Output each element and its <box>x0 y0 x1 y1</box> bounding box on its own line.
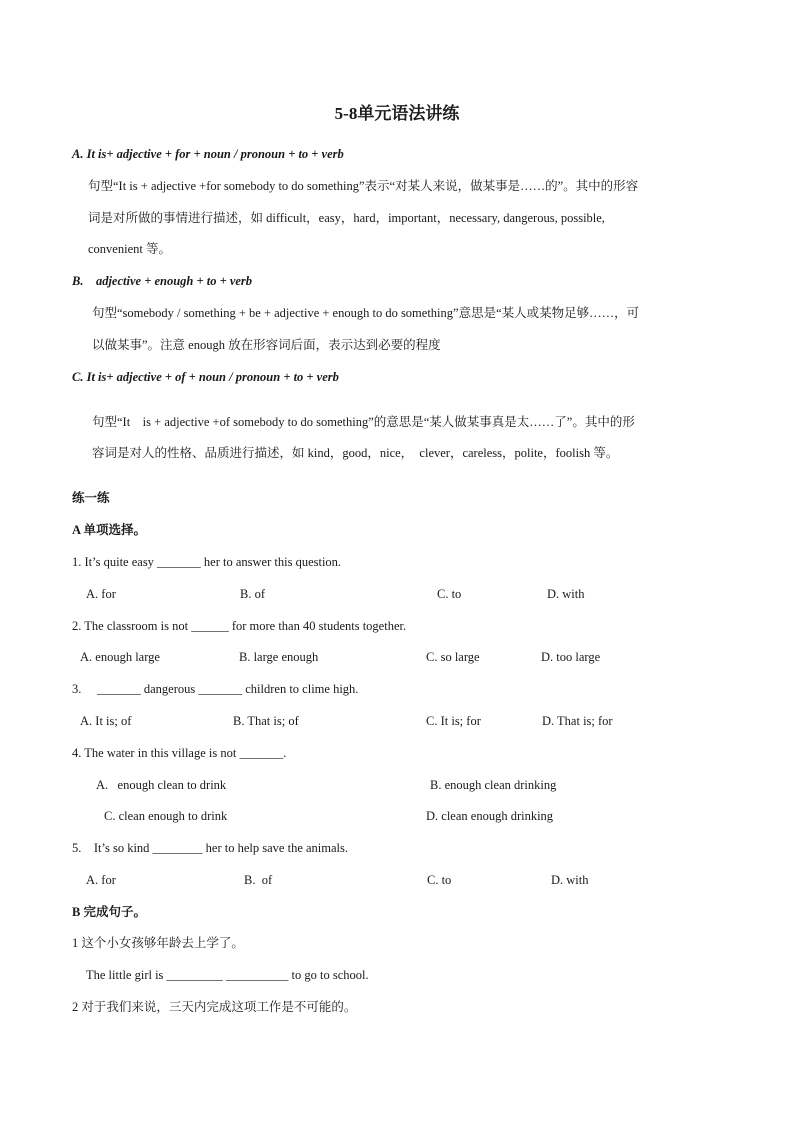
question-2-option-c: C. so large <box>426 650 480 664</box>
question-1-option-d: D. with <box>547 587 585 601</box>
section-c-line-2: 容词是对人的性格、品质进行描述，如 kind，good，nice， clever，careless，polite，foolish 等。 <box>92 446 619 460</box>
question-4-stem: 4. The water in this village is not _______. <box>72 746 287 760</box>
section-a-line-3: convenient 等。 <box>88 242 171 256</box>
section-a-line-1: 句型“It is + adjective +for somebody to do something”表示“对某人来说，做某事是……的”。其中的形容 <box>88 179 639 193</box>
question-1-option-b: B. of <box>240 587 265 601</box>
question-3-stem: 3. _______ dangerous _______ children to clime high. <box>72 682 359 696</box>
question-3-option-d: D. That is; for <box>542 714 613 728</box>
question-4-option-b: B. enough clean drinking <box>430 778 557 792</box>
sentence-1-english: The little girl is _________ __________ to go to school. <box>86 968 369 982</box>
question-4-option-a: A. enough clean to drink <box>96 778 227 792</box>
section-c-line-1: 句型“It is + adjective +of somebody to do something”的意思是“某人做某事真是太……了”。其中的形 <box>92 415 635 429</box>
question-5-option-b: B. of <box>244 873 273 887</box>
question-1-stem: 1. It’s quite easy _______ her to answer this question. <box>72 555 342 569</box>
question-2-option-b: B. large enough <box>239 650 319 664</box>
question-3-option-a: A. It is; of <box>80 714 132 728</box>
question-5-option-a: A. for <box>86 873 116 887</box>
part-b-heading: B 完成句子。 <box>72 905 146 919</box>
practice-heading: 练一练 <box>72 491 110 505</box>
question-2-stem: 2. The classroom is not ______ for more than 40 students together. <box>72 619 407 633</box>
section-a-line-2: 词是对所做的事情进行描述，如 difficult，easy，hard，important，necessary, dangerous, possible, <box>88 211 605 225</box>
section-b-heading: B. adjective + enough + to + verb <box>72 274 253 288</box>
question-2-option-d: D. too large <box>541 650 601 664</box>
question-1-option-c: C. to <box>437 587 462 601</box>
sentence-1-chinese: 1 这个小女孩够年龄去上学了。 <box>72 936 244 950</box>
question-2-option-a: A. enough large <box>80 650 160 664</box>
question-5-option-d: D. with <box>551 873 589 887</box>
part-a-heading: A 单项选择。 <box>72 523 146 537</box>
section-a-heading: A. It is+ adjective + for + noun / pronoun + to + verb <box>72 147 344 161</box>
question-3-option-b: B. That is; of <box>233 714 299 728</box>
section-b-line-2: 以做某事”。注意 enough 放在形容词后面，表示达到必要的程度 <box>92 338 441 352</box>
question-3-option-c: C. It is; for <box>426 714 481 728</box>
question-5-stem: 5. It’s so kind ________ her to help save the animals. <box>72 841 349 855</box>
question-5-option-c: C. to <box>427 873 452 887</box>
section-c-heading: C. It is+ adjective + of + noun / pronoun + to + verb <box>72 370 339 384</box>
question-4-option-d: D. clean enough drinking <box>426 809 554 823</box>
page-title: 5-8单元语法讲练 <box>334 104 460 123</box>
section-b-line-1: 句型“somebody / something + be + adjective + enough to do something”意思是“某人或某物足够……，可 <box>92 306 640 320</box>
question-4-option-c: C. clean enough to drink <box>104 809 228 823</box>
question-1-option-a: A. for <box>86 587 116 601</box>
sentence-2-chinese: 2 对于我们来说，三天内完成这项工作是不可能的。 <box>72 1000 357 1014</box>
